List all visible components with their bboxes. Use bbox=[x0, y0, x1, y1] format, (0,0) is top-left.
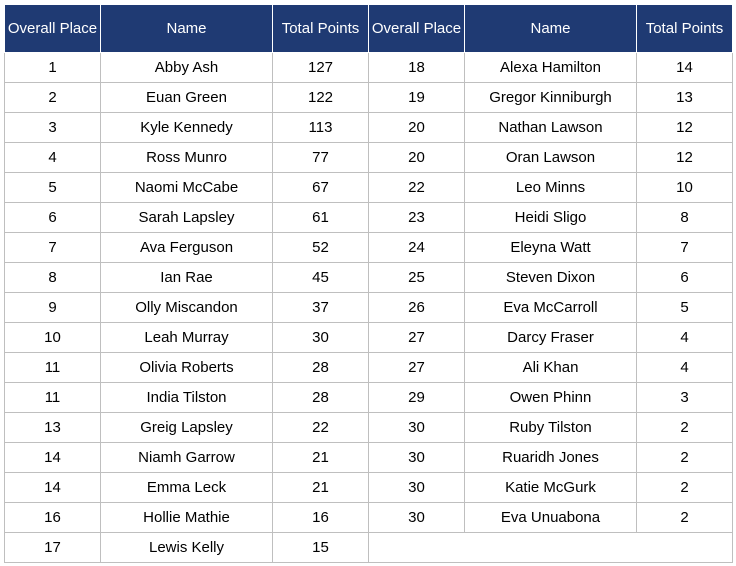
header-total-points-right: Total Points bbox=[637, 5, 733, 53]
right-name-cell: Ruaridh Jones bbox=[465, 443, 637, 473]
right-place-cell: 25 bbox=[369, 263, 465, 293]
right-place-cell: 30 bbox=[369, 413, 465, 443]
right-name-cell: Ali Khan bbox=[465, 353, 637, 383]
right-name-cell: Heidi Sligo bbox=[465, 203, 637, 233]
left-place-cell: 13 bbox=[5, 413, 101, 443]
left-place-cell: 11 bbox=[5, 353, 101, 383]
left-points-cell: 67 bbox=[273, 173, 369, 203]
left-points-cell: 37 bbox=[273, 293, 369, 323]
left-place-cell: 16 bbox=[5, 503, 101, 533]
right-name-cell: Eva McCarroll bbox=[465, 293, 637, 323]
left-points-cell: 16 bbox=[273, 503, 369, 533]
left-points-cell: 52 bbox=[273, 233, 369, 263]
left-name-cell: Lewis Kelly bbox=[101, 533, 273, 563]
left-place-cell: 8 bbox=[5, 263, 101, 293]
right-name-cell: Ruby Tilston bbox=[465, 413, 637, 443]
left-place-cell: 7 bbox=[5, 233, 101, 263]
table-row bbox=[5, 203, 733, 233]
left-place-cell: 4 bbox=[5, 143, 101, 173]
header-overall-place-right: Overall Place bbox=[369, 5, 465, 53]
left-place-cell: 5 bbox=[5, 173, 101, 203]
right-place-cell: 27 bbox=[369, 323, 465, 353]
table-row bbox=[5, 143, 733, 173]
right-place-cell: 30 bbox=[369, 473, 465, 503]
right-place-cell: 24 bbox=[369, 233, 465, 263]
left-place-cell: 2 bbox=[5, 83, 101, 113]
left-name-cell: Kyle Kennedy bbox=[101, 113, 273, 143]
right-place-cell: 30 bbox=[369, 443, 465, 473]
left-points-cell: 21 bbox=[273, 443, 369, 473]
table-row bbox=[5, 533, 733, 563]
right-points-cell: 2 bbox=[637, 503, 733, 533]
standings-body bbox=[5, 53, 733, 563]
left-place-cell: 14 bbox=[5, 473, 101, 503]
table-row bbox=[5, 53, 733, 83]
left-place-cell: 1 bbox=[5, 53, 101, 83]
left-name-cell: Ross Munro bbox=[101, 143, 273, 173]
table-row bbox=[5, 383, 733, 413]
right-name-cell: Leo Minns bbox=[465, 173, 637, 203]
header-overall-place-left: Overall Place bbox=[5, 5, 101, 53]
right-name-cell: Alexa Hamilton bbox=[465, 53, 637, 83]
left-name-cell: Hollie Mathie bbox=[101, 503, 273, 533]
table-row bbox=[5, 233, 733, 263]
left-place-cell: 9 bbox=[5, 293, 101, 323]
right-name-cell: Eleyna Watt bbox=[465, 233, 637, 263]
empty-cell bbox=[369, 533, 733, 563]
left-points-cell: 21 bbox=[273, 473, 369, 503]
right-place-cell: 29 bbox=[369, 383, 465, 413]
left-name-cell: Euan Green bbox=[101, 83, 273, 113]
left-points-cell: 77 bbox=[273, 143, 369, 173]
left-points-cell: 113 bbox=[273, 113, 369, 143]
left-points-cell: 28 bbox=[273, 353, 369, 383]
standings-table bbox=[4, 4, 733, 563]
right-place-cell: 26 bbox=[369, 293, 465, 323]
left-name-cell: Sarah Lapsley bbox=[101, 203, 273, 233]
left-name-cell: Ava Ferguson bbox=[101, 233, 273, 263]
right-name-cell: Owen Phinn bbox=[465, 383, 637, 413]
left-place-cell: 11 bbox=[5, 383, 101, 413]
left-points-cell: 22 bbox=[273, 413, 369, 443]
right-name-cell: Eva Unuabona bbox=[465, 503, 637, 533]
right-place-cell: 20 bbox=[369, 143, 465, 173]
table-row bbox=[5, 173, 733, 203]
header-name-right: Name bbox=[465, 5, 637, 53]
right-points-cell: 12 bbox=[637, 143, 733, 173]
right-points-cell: 5 bbox=[637, 293, 733, 323]
left-points-cell: 61 bbox=[273, 203, 369, 233]
right-points-cell: 4 bbox=[637, 323, 733, 353]
right-place-cell: 19 bbox=[369, 83, 465, 113]
header-row bbox=[5, 5, 733, 53]
right-name-cell: Oran Lawson bbox=[465, 143, 637, 173]
right-place-cell: 18 bbox=[369, 53, 465, 83]
left-name-cell: Naomi McCabe bbox=[101, 173, 273, 203]
right-points-cell: 13 bbox=[637, 83, 733, 113]
right-points-cell: 2 bbox=[637, 413, 733, 443]
right-points-cell: 2 bbox=[637, 443, 733, 473]
right-points-cell: 8 bbox=[637, 203, 733, 233]
table-row bbox=[5, 323, 733, 353]
table-row bbox=[5, 413, 733, 443]
left-name-cell: Olivia Roberts bbox=[101, 353, 273, 383]
left-points-cell: 30 bbox=[273, 323, 369, 353]
right-place-cell: 22 bbox=[369, 173, 465, 203]
left-name-cell: Olly Miscandon bbox=[101, 293, 273, 323]
header-name-left: Name bbox=[101, 5, 273, 53]
left-points-cell: 15 bbox=[273, 533, 369, 563]
right-points-cell: 3 bbox=[637, 383, 733, 413]
table-row bbox=[5, 293, 733, 323]
table-row bbox=[5, 263, 733, 293]
right-place-cell: 27 bbox=[369, 353, 465, 383]
left-place-cell: 10 bbox=[5, 323, 101, 353]
table-row bbox=[5, 113, 733, 143]
right-name-cell: Steven Dixon bbox=[465, 263, 637, 293]
left-name-cell: Emma Leck bbox=[101, 473, 273, 503]
right-points-cell: 4 bbox=[637, 353, 733, 383]
right-points-cell: 2 bbox=[637, 473, 733, 503]
left-place-cell: 6 bbox=[5, 203, 101, 233]
right-name-cell: Gregor Kinniburgh bbox=[465, 83, 637, 113]
right-points-cell: 7 bbox=[637, 233, 733, 263]
right-name-cell: Nathan Lawson bbox=[465, 113, 637, 143]
left-points-cell: 45 bbox=[273, 263, 369, 293]
left-name-cell: India Tilston bbox=[101, 383, 273, 413]
right-name-cell: Darcy Fraser bbox=[465, 323, 637, 353]
right-points-cell: 12 bbox=[637, 113, 733, 143]
right-place-cell: 23 bbox=[369, 203, 465, 233]
header-total-points-left: Total Points bbox=[273, 5, 369, 53]
left-points-cell: 122 bbox=[273, 83, 369, 113]
table-row bbox=[5, 503, 733, 533]
table-row bbox=[5, 443, 733, 473]
left-place-cell: 14 bbox=[5, 443, 101, 473]
right-name-cell: Katie McGurk bbox=[465, 473, 637, 503]
right-points-cell: 10 bbox=[637, 173, 733, 203]
right-place-cell: 30 bbox=[369, 503, 465, 533]
table-row bbox=[5, 83, 733, 113]
left-name-cell: Leah Murray bbox=[101, 323, 273, 353]
left-place-cell: 17 bbox=[5, 533, 101, 563]
table-row bbox=[5, 473, 733, 503]
left-name-cell: Abby Ash bbox=[101, 53, 273, 83]
left-points-cell: 28 bbox=[273, 383, 369, 413]
left-place-cell: 3 bbox=[5, 113, 101, 143]
left-points-cell: 127 bbox=[273, 53, 369, 83]
right-points-cell: 14 bbox=[637, 53, 733, 83]
right-place-cell: 20 bbox=[369, 113, 465, 143]
left-name-cell: Ian Rae bbox=[101, 263, 273, 293]
right-points-cell: 6 bbox=[637, 263, 733, 293]
table-row bbox=[5, 353, 733, 383]
left-name-cell: Niamh Garrow bbox=[101, 443, 273, 473]
left-name-cell: Greig Lapsley bbox=[101, 413, 273, 443]
